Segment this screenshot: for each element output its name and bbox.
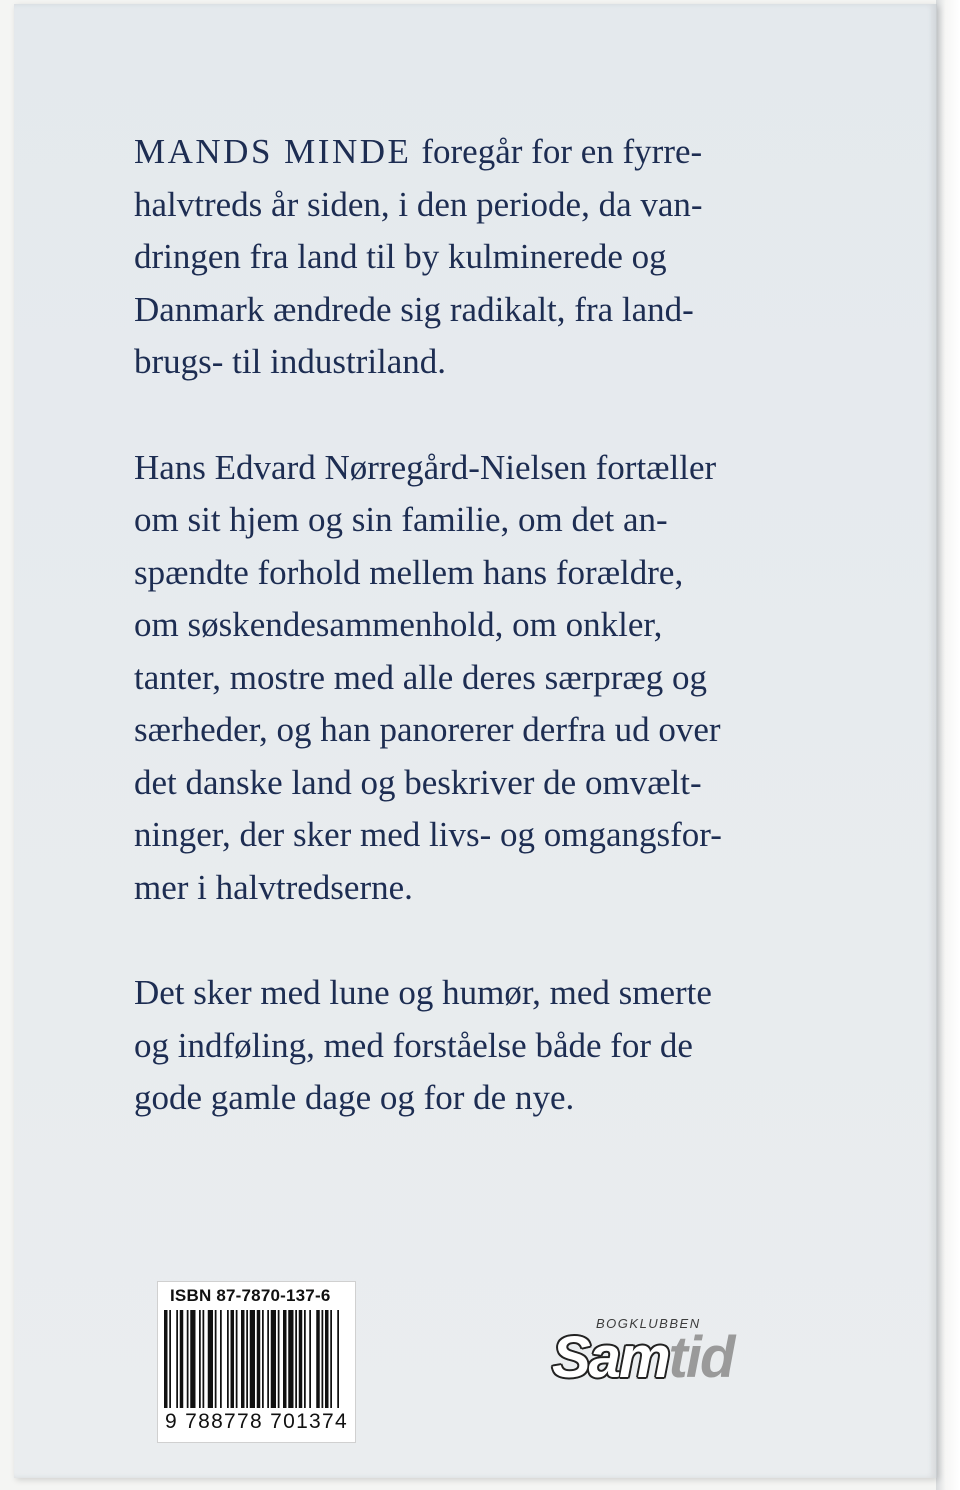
book-back-cover bbox=[14, 4, 937, 1478]
blurb-line: halvtreds år siden, i den periode, da van- bbox=[134, 184, 703, 224]
blurb-line: tanter, mostre med alle deres særpræg og bbox=[134, 657, 708, 697]
blurb-text bbox=[134, 126, 834, 1178]
blurb-line: Det sker med lune og humør, med smerte bbox=[134, 973, 712, 1012]
blurb-paragraph-2 bbox=[134, 442, 834, 915]
blurb-line: spændte forhold mellem hans forældre, bbox=[134, 552, 684, 592]
blurb-line: gode gamle dage og for de nye. bbox=[134, 1078, 575, 1117]
logo-sam: Sam bbox=[552, 1325, 669, 1390]
blurb-line: det danske land og beskriver de omvælt- bbox=[134, 762, 702, 802]
blurb-line: ninger, der sker med livs- og omgangsfor- bbox=[134, 815, 722, 854]
blurb-line: og indføling, med forståelse både for de bbox=[134, 1025, 693, 1065]
blurb-line: om søskendesammenhold, om onkler, bbox=[134, 605, 663, 644]
blurb-line: brugs- til industriland. bbox=[134, 342, 447, 381]
blurb-line: mer i halvtredserne. bbox=[134, 867, 413, 907]
blurb-paragraph-3 bbox=[134, 967, 834, 1125]
blurb-paragraph-1 bbox=[134, 126, 834, 389]
blurb-line-rest: foregår for en fyrre- bbox=[421, 132, 703, 171]
ean-digits: 9 788778 701374 bbox=[165, 1410, 348, 1433]
isbn-barcode bbox=[157, 1281, 356, 1443]
blurb-line: Hans Edvard Nørregård-Nielsen fortæller bbox=[134, 447, 717, 487]
isbn-label: ISBN 87-7870-137-6 bbox=[170, 1286, 331, 1305]
blurb-line: dringen fra land til by kulminerede og bbox=[134, 237, 667, 276]
logo-small-text: BOGKLUBBEN bbox=[596, 1316, 701, 1331]
blurb-line: særheder, og han panorerer derfra ud over bbox=[134, 710, 721, 749]
blurb-line: om sit hjem og sin familie, om det an- bbox=[134, 500, 668, 539]
barcode-icon bbox=[160, 1310, 353, 1410]
blurb-line: Danmark ændrede sig radikalt, fra land- bbox=[134, 289, 694, 329]
logo-main-text bbox=[552, 1326, 733, 1390]
publisher-logo bbox=[552, 1304, 852, 1414]
blurb-line bbox=[134, 126, 834, 179]
book-title: MANDS MINDE bbox=[134, 132, 412, 171]
page-edge bbox=[936, 0, 960, 1490]
logo-tid: tid bbox=[668, 1325, 734, 1390]
